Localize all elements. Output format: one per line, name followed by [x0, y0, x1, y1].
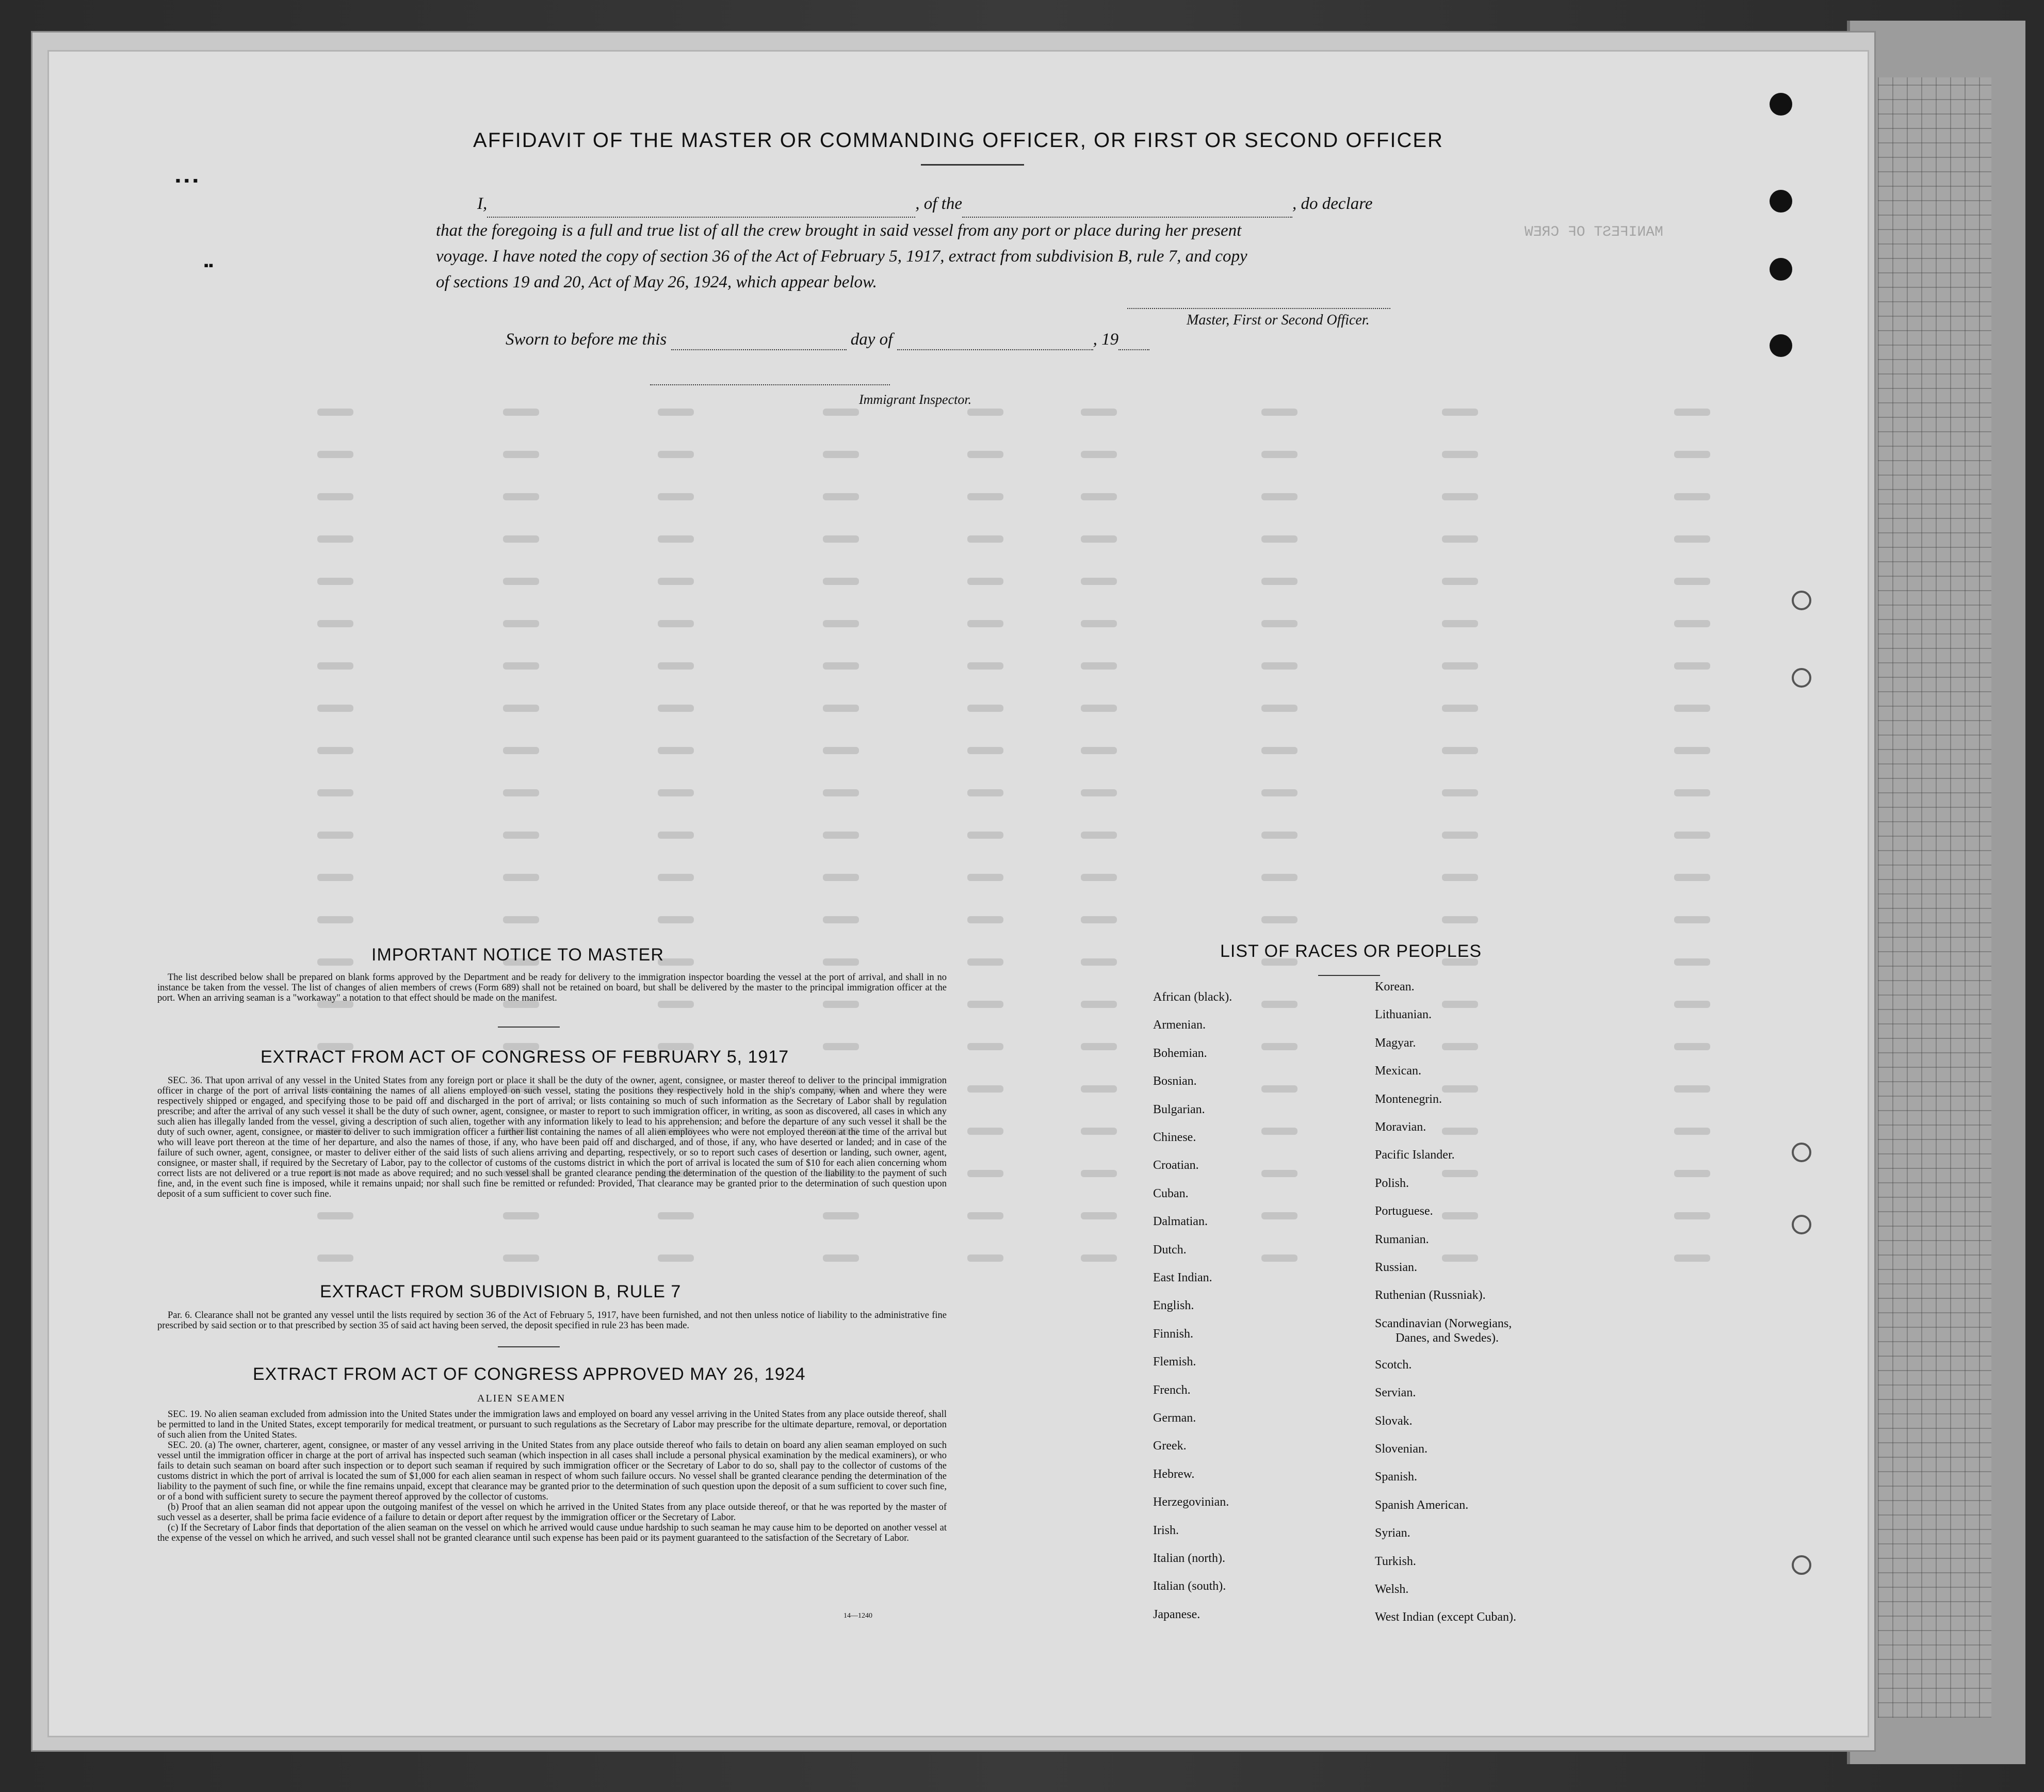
bleed-through-mark: [317, 620, 353, 627]
race-item: Mexican.: [1375, 1064, 1421, 1078]
race-item: Chinese.: [1153, 1131, 1196, 1144]
bleed-through-row: [49, 529, 1868, 550]
bleed-through-mark: [823, 578, 859, 585]
bleed-through-row: [49, 825, 1868, 846]
bleed-through-mark: [503, 578, 539, 585]
bleed-through-mark: [1442, 705, 1478, 712]
act-1924-sec-20c: (c) If the Secretary of Labor finds that deportation of the alien seaman on the vessel on which he arrived would cause undue hardship to such seaman he may cause him to be deported on another vessel at the expense of the vessel on which he arrived, and such vessel shall not be granted clearance until such expense has been paid or its payment guaranteed to the satisfaction of the Secretary of Labor.: [157, 1523, 947, 1543]
bleed-through-mark: [317, 493, 353, 500]
bleed-through-mark: [823, 620, 859, 627]
act-1924-body: [157, 1409, 947, 1543]
bleed-through-mark: [823, 874, 859, 881]
bleed-through-mark: [823, 789, 859, 796]
bleed-through-mark: [317, 409, 353, 416]
bleed-through-mark: [823, 1212, 859, 1219]
bleed-through-mark: [503, 832, 539, 839]
bleed-through-mark: [967, 662, 1003, 670]
notice-paragraph: The list described below shall be prepared on blank forms approved by the Department and be ready for delivery to the immigration inspector boarding the vessel at the port of arrival, and shall in no instance be taken from the vessel. The list of changes of alien members of crews (Form 689) shall not be retained on board, but shall be delivered by the master to the principal immigration officer at the port. When an arriving seaman is a "workaway" a notation to that effect should be made on the manifest.: [157, 972, 947, 1003]
bleed-through-mark: [1674, 1085, 1710, 1093]
bleed-through-mark: [1081, 958, 1117, 966]
affidavit-of-the: , of the: [915, 194, 962, 213]
bleed-through-mark: [823, 1043, 859, 1050]
bleed-through-mark: [503, 916, 539, 923]
act-1924-subheading: ALIEN SEAMEN: [477, 1393, 566, 1404]
bleed-through-mark: [1674, 874, 1710, 881]
race-item: Welsh.: [1375, 1583, 1409, 1596]
race-item: English.: [1153, 1299, 1194, 1313]
race-item: Scandinavian (Norwegians,: [1375, 1316, 1512, 1330]
race-item: Slovenian.: [1375, 1442, 1427, 1456]
race-item: Syrian.: [1375, 1526, 1410, 1540]
bleed-through-mark: [1261, 1255, 1297, 1262]
race-item: Croatian.: [1153, 1159, 1199, 1172]
bleed-through-mark: [1442, 451, 1478, 458]
bleed-through-mark: [1261, 1001, 1297, 1008]
punch-hole: [1770, 258, 1792, 281]
bleed-through-mark: [823, 705, 859, 712]
bleed-through-mark: [658, 535, 694, 543]
bleed-through-mark: [1081, 1128, 1117, 1135]
bleed-through-mark: [967, 916, 1003, 923]
race-item: Dalmatian.: [1153, 1215, 1208, 1229]
bleed-through-mark: [1442, 916, 1478, 923]
bleed-through-mark: [967, 1212, 1003, 1219]
bleed-through-mark: [1261, 620, 1297, 627]
punch-hole-reinforced: [1792, 1215, 1811, 1234]
bleed-through-mark: [1261, 578, 1297, 585]
bleed-through-mark: [967, 578, 1003, 585]
bleed-through-mark: [317, 874, 353, 881]
bleed-through-mark: [1081, 620, 1117, 627]
bleed-through-mark: [823, 451, 859, 458]
race-item: Danes, and Swedes).: [1396, 1331, 1499, 1345]
bleed-through-mark: [658, 1255, 694, 1262]
bleed-through-mark: [1442, 1128, 1478, 1135]
bleed-through-mark: [1261, 1170, 1297, 1177]
race-item: Herzegovinian.: [1153, 1495, 1229, 1509]
affidavit-line-2: that the foregoing is a full and true list of all the crew brought in said vessel from any port or place during her present: [436, 221, 1242, 240]
races-heading: LIST OF RACES OR PEOPLES: [1220, 941, 1482, 961]
bleed-through-row: [49, 656, 1868, 677]
bleed-through-mark: [503, 662, 539, 670]
bleed-through-row: [49, 445, 1868, 465]
punch-hole-reinforced: [1792, 1143, 1811, 1162]
back-sheet-grid: [1878, 77, 1991, 1718]
bleed-through-mark: [967, 493, 1003, 500]
race-item: West Indian (except Cuban).: [1375, 1610, 1516, 1624]
bleed-through-row: [49, 868, 1868, 888]
affidavit-i: I,: [477, 194, 488, 213]
bleed-through-mark: [1674, 916, 1710, 923]
bleed-through-mark: [967, 789, 1003, 796]
bleed-through-mark: [1442, 493, 1478, 500]
bleed-through-mark: [658, 874, 694, 881]
bleed-through-row: [49, 741, 1868, 761]
bleed-through-mark: [1674, 535, 1710, 543]
affidavit-declare: , do declare: [1292, 194, 1373, 213]
races-rule: [1318, 975, 1380, 976]
race-item: Ruthenian (Russniak).: [1375, 1289, 1486, 1302]
bleed-through-mark: [1261, 832, 1297, 839]
bleed-through-mark: [967, 451, 1003, 458]
bleed-through-mark: [317, 916, 353, 923]
race-item: Servian.: [1375, 1386, 1416, 1400]
bleed-through-mark: [1081, 1043, 1117, 1050]
act-1917-heading: EXTRACT FROM ACT OF CONGRESS OF FEBRUARY 5, 1917: [261, 1047, 789, 1067]
bleed-through-mark: [967, 1128, 1003, 1135]
bleed-through-mark: [1261, 747, 1297, 754]
bleed-through-mark: [1442, 620, 1478, 627]
bleed-through-row: [49, 910, 1868, 931]
bleed-through-mark: [658, 620, 694, 627]
sworn-text: Sworn to before me this: [506, 330, 667, 349]
bleed-through-mark: [1674, 620, 1710, 627]
vessel-field[interactable]: [962, 191, 1292, 218]
bleed-through-mark: [967, 1255, 1003, 1262]
race-item: Lithuanian.: [1375, 1008, 1432, 1022]
bleed-through-mark: [967, 1085, 1003, 1093]
master-signature-label: Master, First or Second Officer.: [1187, 312, 1370, 328]
bleed-through-mark: [967, 874, 1003, 881]
bleed-through-mark: [1261, 1043, 1297, 1050]
punch-hole: [1770, 190, 1792, 213]
bleed-through-mark: [1081, 1255, 1117, 1262]
bleed-through-mark: [1442, 747, 1478, 754]
act-1924-heading: EXTRACT FROM ACT OF CONGRESS APPROVED MAY 26, 1924: [253, 1364, 806, 1384]
bleed-through-mark: [1674, 493, 1710, 500]
bleed-through-mark: [1442, 1255, 1478, 1262]
bleed-through-mark: [967, 620, 1003, 627]
bleed-through-mark: [317, 705, 353, 712]
bleed-through-mark: [1081, 1170, 1117, 1177]
bleed-through-mark: [317, 578, 353, 585]
bleed-through-mark: [967, 832, 1003, 839]
affidavit-line-3: voyage. I have noted the copy of section 36 of the Act of February 5, 1917, extract from subdivision B, rule 7, and copy: [436, 247, 1247, 266]
race-item: Spanish.: [1375, 1470, 1418, 1484]
act-1924-sec-20b: (b) Proof that an alien seaman did not appear upon the outgoing manifest of the vessel on which he arrived in the United States from any place outside thereof, or that he was reported by the master of such vessel as a deserter, shall be prima facie evidence of a failure to detain or deport after request by the immigration officer or the Secretary of Labor.: [157, 1502, 947, 1523]
bleed-through-row: [49, 572, 1868, 592]
bleed-through-mark: [1081, 705, 1117, 712]
race-item: Finnish.: [1153, 1327, 1194, 1341]
act-1917-body: [157, 1076, 947, 1199]
sworn-day-of: day of: [850, 330, 893, 349]
corner-mark-small: ▪▪: [204, 258, 214, 273]
race-item: Slovak.: [1375, 1414, 1413, 1428]
bleed-through-mark: [1442, 1085, 1478, 1093]
bleed-through-mark: [317, 662, 353, 670]
sworn-line: [506, 330, 1149, 350]
bleed-through-row: [49, 952, 1868, 973]
bleed-through-mark: [1081, 451, 1117, 458]
race-item: Armenian.: [1153, 1018, 1206, 1032]
inspector-signature-line[interactable]: [650, 384, 890, 385]
bleed-through-mark: [1674, 958, 1710, 966]
act-1917-paragraph: SEC. 36. That upon arrival of any vessel in the United States from any foreign port or place it shall be the duty of the owner, agent, consignee, or master thereof to deliver to the principal immigration officer in charge of the port of arrival lists containing the names of all aliens employed on such vessel, stating the positions they respectively hold in the ship's company, when and where they were respectively shipped or engaged, and specifying those to be paid off and discharged in the port of arrival; or lists containing so much of such information as the Secretary of Labor shall by regulation prescribe; and after the arrival of any such vessel it shall be the duty of such owner, agent, consignee, or master to report to such immigration officer, in writing, as soon as discovered, all cases in which any such alien has illegally landed from the vessel, giving a description of such alien, together with any information likely to lead to his apprehension; and before the departure of any such vessel it shall be the duty of such owner, agent, consignee, or master to deliver to such immigration officer a further list containing the names of all alien employees who were not employed thereon at the time of the arrival but who will leave port thereon at the time of her departure, and also the names of those, if any, who have been paid off and discharged, and of those, if any, who have deserted or landed; and in case of the failure of such owner, agent, consignee, or master to deliver either of the said lists of such aliens arriving and departing, respectively, or so to report such cases of desertion or landing, such owner, agent, consignee, or master shall, if required by the Secretary of Labor, pay to the collector of customs of the customs district in which the port of arrival is located the sum of $10 for each alien concerning whom correct lists are not delivered or a true report is not made as above required; and no such vessel shall be granted clearance pending the determination of the question of the liability to the payment of such fine, and, in the event such fine is imposed, while it remains unpaid; nor shall such fine be remitted or refunded: Provided, That clearance may be granted prior to the determination of such question upon deposit of a sum sufficient to cover such fine.: [157, 1076, 947, 1199]
punch-hole-reinforced: [1792, 668, 1811, 688]
bleed-through-mark: [1081, 578, 1117, 585]
bleed-through-mark: [1442, 789, 1478, 796]
bleed-through-mark: [823, 409, 859, 416]
race-item: Irish.: [1153, 1523, 1179, 1537]
bleed-through-mark: [1261, 789, 1297, 796]
punch-hole: [1770, 334, 1792, 357]
bleed-through-mark: [1081, 747, 1117, 754]
bleed-through-mark: [823, 493, 859, 500]
bleed-through-mark: [1081, 409, 1117, 416]
race-item: Scotch.: [1375, 1358, 1412, 1372]
bleed-through-mark: [658, 662, 694, 670]
punch-hole-reinforced: [1792, 1555, 1811, 1575]
bleed-through-mark: [503, 705, 539, 712]
race-item: Moravian.: [1375, 1120, 1426, 1134]
bleed-through-mark: [317, 1212, 353, 1219]
bleed-through-mark: [1442, 832, 1478, 839]
bleed-through-mark: [658, 493, 694, 500]
rule-7-heading: EXTRACT FROM SUBDIVISION B, RULE 7: [320, 1282, 682, 1301]
bleed-through-mark: [658, 789, 694, 796]
bleed-through-mark: [1674, 1170, 1710, 1177]
bleed-through-mark: [1081, 789, 1117, 796]
bleed-through-mark: [503, 1212, 539, 1219]
bleed-through-mark: [1081, 832, 1117, 839]
sworn-date-field[interactable]: [671, 330, 847, 350]
bleed-through-mark: [823, 958, 859, 966]
race-item: Bulgarian.: [1153, 1102, 1205, 1116]
bleed-through-mark: [1261, 1212, 1297, 1219]
bleed-through-mark: [658, 832, 694, 839]
bleed-through-mark: [503, 535, 539, 543]
inspector-signature-label: Immigrant Inspector.: [859, 392, 972, 407]
race-item: Portuguese.: [1375, 1204, 1433, 1218]
bleed-through-mark: [967, 747, 1003, 754]
punch-hole-reinforced: [1792, 591, 1811, 610]
bleed-through-mark: [503, 874, 539, 881]
bleed-through-mark: [823, 832, 859, 839]
race-item: Magyar.: [1375, 1036, 1416, 1050]
bleed-through-mark: [967, 409, 1003, 416]
bleed-through-mark: [317, 789, 353, 796]
sworn-year-field[interactable]: [1118, 330, 1149, 350]
bleed-through-mark: [658, 705, 694, 712]
bleed-through-mark: [967, 958, 1003, 966]
race-item: Hebrew.: [1153, 1467, 1195, 1481]
bleed-through-mark: [1442, 662, 1478, 670]
bleed-through-mark: [1674, 662, 1710, 670]
bleed-through-mark: [1442, 409, 1478, 416]
affidavit-line-1: [436, 191, 1623, 218]
bleed-through-mark: [1261, 705, 1297, 712]
race-item: Bohemian.: [1153, 1046, 1207, 1060]
bleed-through-mark: [503, 493, 539, 500]
bleed-through-row: [49, 1248, 1868, 1269]
act-1924-sec-19: SEC. 19. No alien seaman excluded from admission into the United States under the immigration laws and employed on board any vessel arriving in the United States from any place outside thereof, shall be permitted to land in the United States, except temporarily for medical treatment, or pursuant to such regulations as the Secretary of Labor may prescribe for the ultimate departure, removal, or deportation of such alien from the United States.: [157, 1409, 947, 1440]
bleed-through-mark: [1442, 1212, 1478, 1219]
race-item: Korean.: [1375, 980, 1415, 993]
document-page: [49, 52, 1868, 1736]
bleed-through-mark: [1081, 493, 1117, 500]
notice-heading: IMPORTANT NOTICE TO MASTER: [371, 945, 664, 965]
bleed-through-mark: [1261, 874, 1297, 881]
bleed-through-mark: [823, 747, 859, 754]
affidavit-title: AFFIDAVIT OF THE MASTER OR COMMANDING OFFICER, OR FIRST OR SECOND OFFICER: [473, 129, 1443, 152]
bleed-through-mark: [1081, 662, 1117, 670]
race-item: Polish.: [1375, 1176, 1409, 1190]
bleed-through-mark: [1674, 747, 1710, 754]
bleed-through-mark: [317, 747, 353, 754]
bleed-through-mark: [1081, 1212, 1117, 1219]
race-item: Cuban.: [1153, 1186, 1189, 1200]
bleed-through-mark: [658, 747, 694, 754]
race-item: East Indian.: [1153, 1271, 1212, 1284]
bleed-through-mark: [503, 409, 539, 416]
bleed-through-row: [49, 783, 1868, 804]
bleed-through-mark: [317, 1255, 353, 1262]
bleed-through-mark: [1261, 1128, 1297, 1135]
bleed-through-mark: [967, 1001, 1003, 1008]
bleed-through-mark: [1442, 1001, 1478, 1008]
bleed-through-row: [49, 1206, 1868, 1227]
bleed-through-mark: [1674, 578, 1710, 585]
rule-7-paragraph: Par. 6. Clearance shall not be granted any vessel until the lists required by section 36 of the Act of February 5, 1917, have been furnished, and not then unless notice of liability to the administrative fine prescribed by said section or to that prescribed by section 35 of said act having been served, the deposit specified in rule 23 has been made.: [157, 1310, 947, 1331]
bleed-through-mark: [317, 535, 353, 543]
bleed-through-mark: [1442, 1043, 1478, 1050]
bleed-through-mark: [503, 789, 539, 796]
bleed-through-mark: [317, 451, 353, 458]
race-item: Spanish American.: [1375, 1498, 1469, 1512]
race-item: Dutch.: [1153, 1243, 1187, 1257]
bleed-through-mark: [1674, 789, 1710, 796]
bleed-through-mark: [1674, 451, 1710, 458]
bleed-through-mark: [1442, 578, 1478, 585]
bleed-through-mark: [1674, 1255, 1710, 1262]
bleed-through-mark: [1081, 1001, 1117, 1008]
bleed-through-mark: [1674, 832, 1710, 839]
bleed-through-mark: [1674, 1212, 1710, 1219]
bleed-through-mark: [658, 451, 694, 458]
bleed-through-row: [49, 698, 1868, 719]
bleed-through-mark: [1674, 1043, 1710, 1050]
race-item: Russian.: [1375, 1261, 1418, 1274]
title-rule: [921, 164, 1024, 166]
rule-7-body: [157, 1310, 947, 1331]
corner-mark: ▪ ▪ ▪: [175, 173, 198, 189]
bleed-through-mark: [1442, 874, 1478, 881]
bleed-through-mark: [1261, 409, 1297, 416]
bleed-through-mark: [1081, 874, 1117, 881]
race-item: Turkish.: [1375, 1554, 1416, 1568]
bleed-through-row: [49, 487, 1868, 508]
act-1924-sec-20a: SEC. 20. (a) The owner, charterer, agent, consignee, or master of any vessel arriving in the United States from any place outside thereof who fails to detain on board any alien seaman employed on such vessel until the immigration officer in charge at the port of arrival has inspected such seaman (which inspection in all cases shall include a personal physical examination by the medical examiners), or who fails to detain such seaman on board after such inspection or to deport such seaman if required by such immigration officer or the Secretary of Labor to do so, shall pay to the collector of customs of the customs district in which the port of arrival is located the sum of $1,000 for each alien seaman in respect of whom such failure occurs. No vessel shall be granted clearance pending the determination of the liability to the payment of such fine, or while the fine remains unpaid, except that clearance may be granted prior to the determination of such question upon the deposit of a sum sufficient to cover such fine, or of a bond with sufficient surety to secure the payment thereof approved by the collector of customs.: [157, 1440, 947, 1502]
bleed-through-mark: [1674, 1128, 1710, 1135]
bleed-through-mark: [658, 1212, 694, 1219]
bleed-through-mark: [823, 916, 859, 923]
race-item: Montenegrin.: [1375, 1092, 1442, 1106]
bleed-through-mark: [1674, 705, 1710, 712]
race-item: Italian (south).: [1153, 1579, 1226, 1593]
bleed-through-mark: [1674, 1001, 1710, 1008]
bleed-through-mark: [503, 747, 539, 754]
bleed-through-mark: [1442, 535, 1478, 543]
race-item: Japanese.: [1153, 1607, 1201, 1621]
race-item: German.: [1153, 1411, 1196, 1425]
bleed-through-mark: [1442, 1170, 1478, 1177]
bleed-through-mark: [317, 958, 353, 966]
bleed-through-row: [49, 614, 1868, 634]
race-item: Italian (north).: [1153, 1552, 1225, 1565]
bleed-through-mark: [823, 535, 859, 543]
bleed-through-mark: [967, 1043, 1003, 1050]
bleed-through-mark: [1081, 535, 1117, 543]
bleed-through-mark: [1674, 409, 1710, 416]
punch-hole: [1770, 93, 1792, 116]
bleed-through-mark: [1261, 493, 1297, 500]
notice-rule: [498, 1027, 560, 1028]
notice-body: [157, 972, 947, 1003]
name-field[interactable]: [487, 191, 915, 218]
bleed-through-mark: [658, 578, 694, 585]
bleed-through-mark: [1261, 916, 1297, 923]
bleed-through-mark: [1261, 451, 1297, 458]
bleed-through-mark: [1081, 916, 1117, 923]
race-item: Rumanian.: [1375, 1232, 1429, 1246]
bleed-through-mark: [967, 535, 1003, 543]
race-item: Flemish.: [1153, 1355, 1196, 1369]
sworn-year: , 19: [1093, 330, 1119, 349]
bleed-through-mark: [658, 916, 694, 923]
rule-7-rule: [498, 1346, 560, 1347]
race-item: Greek.: [1153, 1439, 1187, 1453]
bleed-through-mark: [317, 832, 353, 839]
race-item: French.: [1153, 1383, 1191, 1397]
bleed-through-mark: [823, 662, 859, 670]
race-item: African (black).: [1153, 990, 1232, 1004]
bleed-through-mark: [503, 1255, 539, 1262]
bleed-through-mark: [823, 1255, 859, 1262]
bleed-through-mark: [1081, 1085, 1117, 1093]
form-number: 14—1240: [843, 1612, 872, 1620]
bleed-through-mark: [658, 409, 694, 416]
bleed-through-mark: [1261, 1085, 1297, 1093]
sworn-month-field[interactable]: [897, 330, 1093, 350]
race-item: Bosnian.: [1153, 1074, 1197, 1088]
bleed-through-mark: [967, 1170, 1003, 1177]
bleed-through-mark: [1261, 662, 1297, 670]
master-signature-line[interactable]: [1127, 308, 1390, 309]
affidavit-body: [436, 191, 1623, 295]
bleed-through-mark: [503, 620, 539, 627]
bleed-through-mark: [967, 705, 1003, 712]
affidavit-line-4: of sections 19 and 20, Act of May 26, 1924, which appear below.: [436, 273, 877, 291]
bleed-through-header: MANIFEST OF CREW: [1524, 224, 1663, 240]
bleed-through-mark: [1261, 535, 1297, 543]
race-item: Pacific Islander.: [1375, 1148, 1455, 1162]
bleed-through-mark: [503, 451, 539, 458]
